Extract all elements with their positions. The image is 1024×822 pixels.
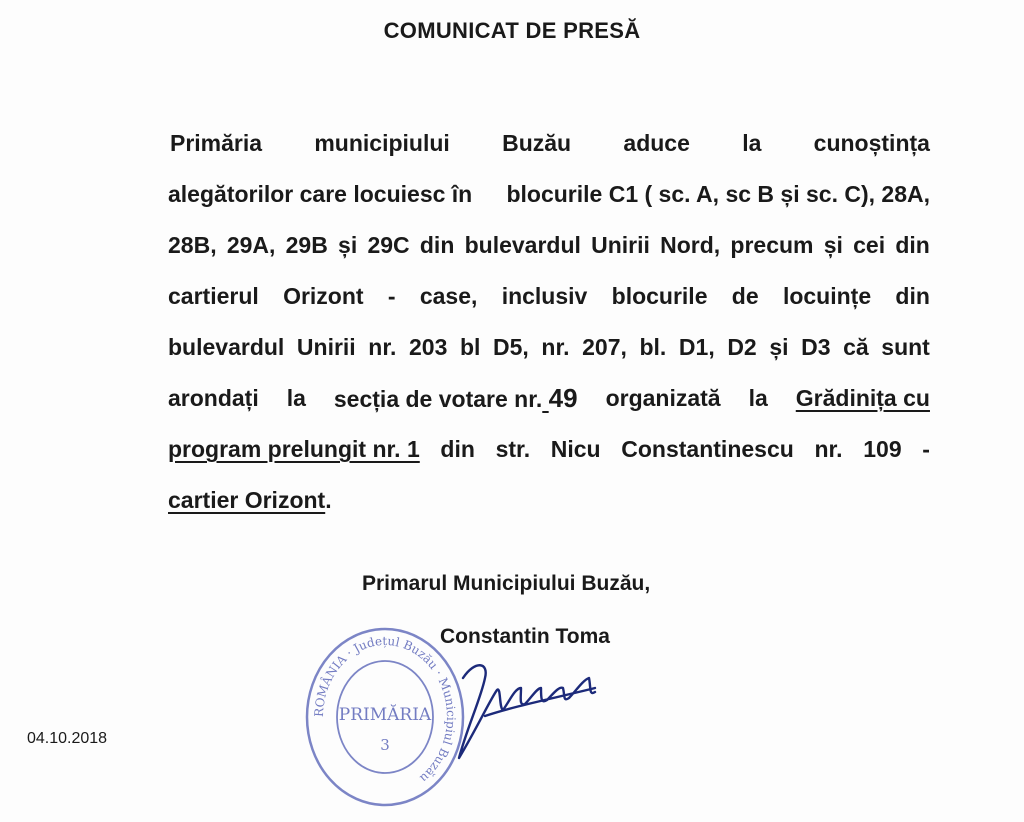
word: - xyxy=(387,283,396,309)
word: blocurile C1 ( sc. A, sc B și sc. C), 28A, xyxy=(506,181,930,207)
stamp-ring-text: ROMÂNIA · Județul Buzău · Municipiul Buzău xyxy=(311,633,459,786)
kindergarten-name-part-2: program prelungit nr. 1 xyxy=(168,436,420,462)
word: organizată xyxy=(605,385,721,411)
word: Buzău xyxy=(502,130,572,156)
word: 29A, xyxy=(226,232,276,258)
stamp-center-text: PRIMĂRIA xyxy=(338,705,432,725)
word: precum xyxy=(730,232,814,258)
word: de xyxy=(731,283,759,309)
signatory-title: Primarul Municipiului Buzău, xyxy=(362,572,651,595)
polling-station-label: secția de votare nr. xyxy=(333,386,543,412)
word: locuințe xyxy=(782,283,872,309)
body-line-6 xyxy=(168,373,930,424)
word: - xyxy=(922,436,930,462)
word: din xyxy=(419,232,455,258)
body-line-7 xyxy=(168,424,930,475)
word: case, xyxy=(419,283,478,309)
word: bl. xyxy=(639,334,667,360)
word: D5, xyxy=(493,334,529,360)
signature-stroke xyxy=(459,665,595,758)
word: și xyxy=(823,232,843,258)
word: nr. xyxy=(541,334,570,360)
word: 207, xyxy=(582,334,627,360)
word: nr. xyxy=(814,436,843,462)
handwritten-signature xyxy=(455,658,605,768)
word: blocurile xyxy=(611,283,708,309)
word: nr. xyxy=(368,334,397,360)
body-line-8 xyxy=(168,475,930,526)
word: inclusiv xyxy=(501,283,588,309)
word: aduce xyxy=(623,130,690,156)
word: sunt xyxy=(881,334,930,360)
document-title: COMUNICAT DE PRESĂ xyxy=(383,18,641,43)
word: D1, xyxy=(678,334,715,360)
body-line-3 xyxy=(168,220,930,271)
word: 109 xyxy=(863,436,902,462)
word: Nord, xyxy=(660,232,721,258)
word: la xyxy=(742,130,762,156)
signatory-name: Constantin Toma xyxy=(440,625,610,648)
word: din xyxy=(440,436,475,462)
body-line-5 xyxy=(168,322,930,373)
polling-station-phrase xyxy=(334,373,578,424)
document-date: 04.10.2018 xyxy=(27,730,108,747)
word: Unirii xyxy=(296,334,356,360)
word: din xyxy=(895,232,930,258)
word: alegătorilor care locuiesc în xyxy=(168,181,473,207)
word: D2 xyxy=(727,334,757,360)
word: cartierul xyxy=(168,283,259,309)
word: Unirii xyxy=(591,232,650,258)
word: Primăria xyxy=(170,130,263,156)
word: bulevardul xyxy=(168,334,285,360)
word: municipiului xyxy=(314,130,450,156)
word: Constantinescu xyxy=(621,436,794,462)
district-name: cartier Orizont xyxy=(168,487,326,513)
official-stamp xyxy=(300,622,470,812)
kindergarten-name-part-1: Grădinița cu xyxy=(795,385,930,411)
body-line-1 xyxy=(170,118,930,169)
polling-station-number: 49 xyxy=(548,383,578,413)
word: cei xyxy=(853,232,886,258)
word: str. xyxy=(495,436,531,462)
word: la xyxy=(286,385,306,411)
word: din xyxy=(895,283,930,309)
word: 29B xyxy=(285,232,328,258)
word: 28B, xyxy=(168,232,217,258)
word: și xyxy=(769,334,789,360)
body-line-4 xyxy=(168,271,930,322)
press-release-body xyxy=(168,118,930,526)
word: Nicu xyxy=(550,436,601,462)
word: 203 xyxy=(409,334,448,360)
body-line-2 xyxy=(168,169,930,220)
word: cunoștința xyxy=(813,130,930,156)
stamp-number: 3 xyxy=(380,736,390,754)
word: bulevardul xyxy=(464,232,581,258)
word: Orizont xyxy=(283,283,364,309)
word: arondați xyxy=(168,385,259,411)
sentence-end: . xyxy=(325,487,332,513)
word: 29C xyxy=(367,232,410,258)
word: D3 xyxy=(801,334,831,360)
word: și xyxy=(338,232,358,258)
word: la xyxy=(748,385,768,411)
word: bl xyxy=(459,334,481,360)
word: că xyxy=(843,334,869,360)
